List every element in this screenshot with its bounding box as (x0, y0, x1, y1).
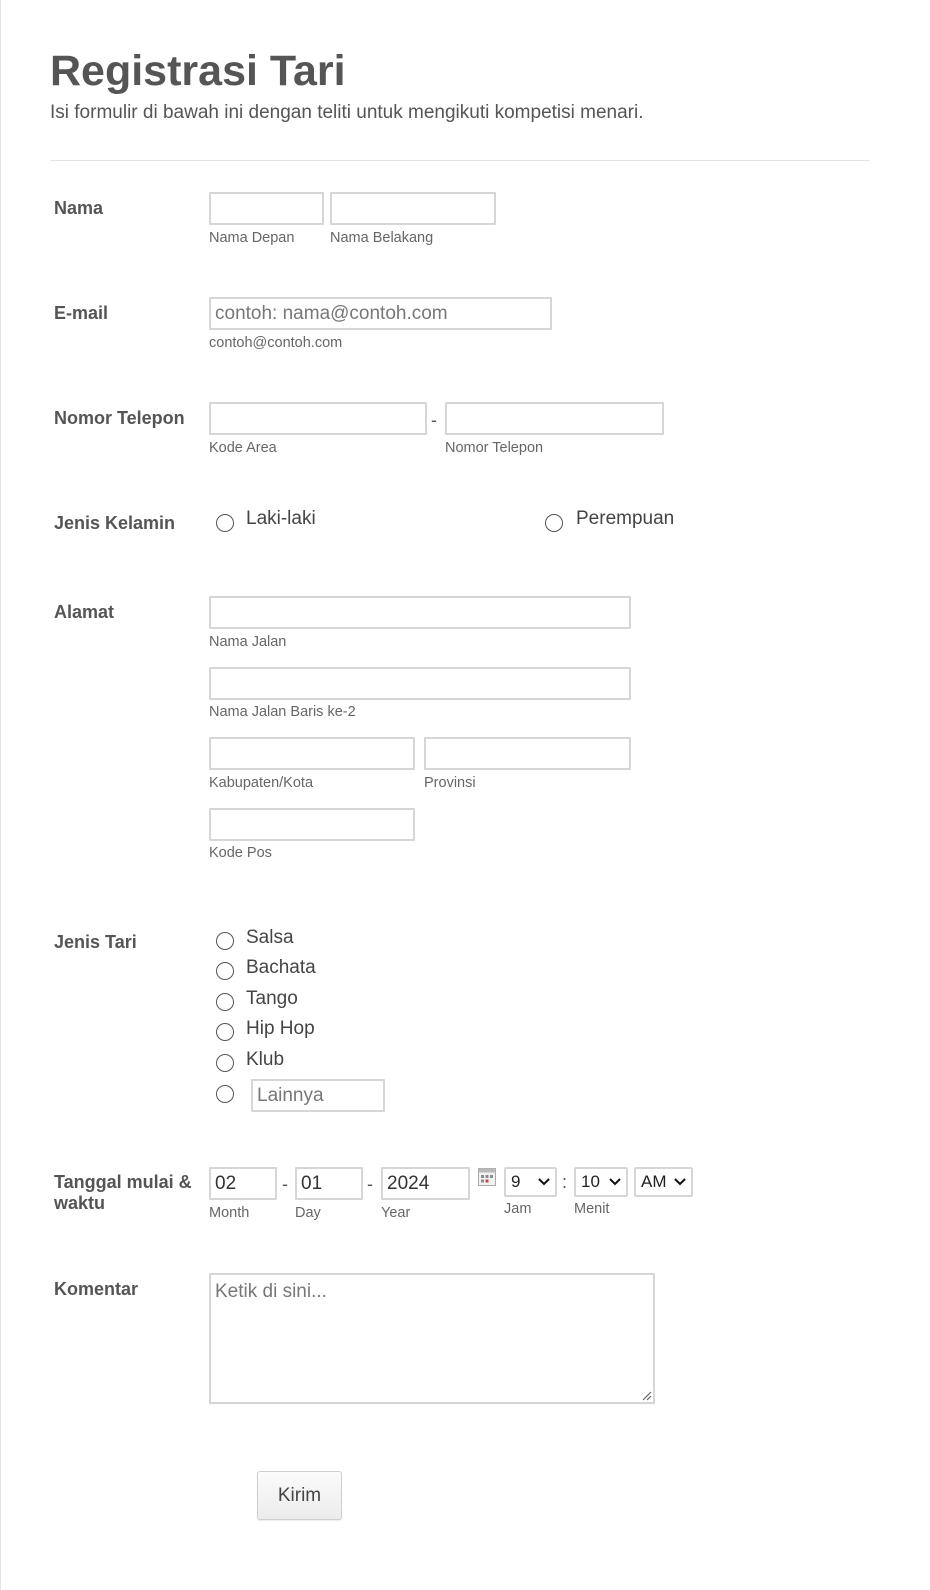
date-separator-1: - (282, 1174, 288, 1194)
first-name-input[interactable] (209, 192, 324, 225)
day-input[interactable] (295, 1167, 363, 1200)
submit-button[interactable]: Kirim (257, 1471, 342, 1520)
datetime-label: Tanggal mulai & waktu (54, 1172, 192, 1213)
radio-female-icon[interactable] (545, 514, 563, 532)
day-sublabel: Day (295, 1205, 321, 1221)
calendar-icon[interactable] (478, 1168, 496, 1186)
gender-option-female[interactable]: Perempuan (576, 508, 675, 529)
name-label: Nama (54, 198, 104, 218)
postal-code-input[interactable] (209, 808, 415, 841)
time-separator: : (562, 1172, 568, 1192)
radio-klub-icon[interactable] (216, 1054, 234, 1072)
last-name-input[interactable] (330, 192, 496, 225)
dance-option-tango[interactable]: Tango (246, 988, 298, 1009)
street2-input[interactable] (209, 667, 631, 700)
dance-label: Jenis Tari (54, 932, 137, 952)
email-label: E-mail (54, 303, 109, 323)
address-label: Alamat (54, 602, 115, 622)
gender-label: Jenis Kelamin (54, 513, 176, 533)
postal-code-sublabel: Kode Pos (209, 845, 272, 861)
radio-salsa-icon[interactable] (216, 932, 234, 950)
hour-sublabel: Jam (504, 1201, 532, 1217)
first-name-sublabel: Nama Depan (209, 230, 295, 246)
hour-select[interactable] (504, 1167, 557, 1197)
hour-value: 9 (511, 1172, 521, 1191)
city-input[interactable] (209, 737, 415, 770)
chevron-down-icon (609, 1178, 621, 1186)
year-sublabel: Year (381, 1205, 411, 1221)
comment-textarea[interactable] (209, 1273, 655, 1404)
chevron-down-icon (538, 1178, 550, 1186)
dance-option-salsa[interactable]: Salsa (246, 927, 294, 948)
ampm-select[interactable] (634, 1167, 693, 1197)
dance-option-hiphop[interactable]: Hip Hop (246, 1018, 315, 1039)
gender-option-male[interactable]: Laki-laki (246, 508, 316, 529)
comment-label: Komentar (54, 1279, 139, 1299)
phone-number-sublabel: Nomor Telepon (445, 440, 544, 456)
radio-hiphop-icon[interactable] (216, 1023, 234, 1041)
month-sublabel: Month (209, 1205, 250, 1221)
area-code-input[interactable] (209, 402, 427, 435)
email-input[interactable] (209, 297, 552, 330)
street2-sublabel: Nama Jalan Baris ke-2 (209, 704, 356, 720)
minute-value: 10 (581, 1172, 600, 1191)
dance-option-klub[interactable]: Klub (246, 1049, 285, 1070)
dance-other-input[interactable] (251, 1079, 385, 1112)
email-sublabel: contoh@contoh.com (209, 335, 343, 351)
city-sublabel: Kabupaten/Kota (209, 775, 314, 791)
province-input[interactable] (424, 737, 631, 770)
page-border (0, 0, 1, 1590)
resize-grip-icon[interactable] (642, 1391, 652, 1401)
radio-tango-icon[interactable] (216, 993, 234, 1011)
ampm-value: AM (641, 1172, 667, 1191)
month-input[interactable] (209, 1167, 277, 1200)
header-divider (50, 160, 870, 161)
minute-select[interactable] (574, 1167, 628, 1197)
phone-number-input[interactable] (445, 402, 664, 435)
chevron-down-icon (674, 1178, 686, 1186)
dance-option-bachata[interactable]: Bachata (246, 957, 316, 978)
minute-sublabel: Menit (574, 1201, 610, 1217)
page-subtitle: Isi formulir di bawah ini dengan teliti untuk mengikuti kompetisi menari. (50, 102, 644, 123)
radio-bachata-icon[interactable] (216, 962, 234, 980)
date-separator-2: - (367, 1174, 373, 1194)
phone-separator: - (431, 410, 437, 430)
area-code-sublabel: Kode Area (209, 440, 277, 456)
radio-male-icon[interactable] (216, 514, 234, 532)
last-name-sublabel: Nama Belakang (330, 230, 434, 246)
page-title: Registrasi Tari (50, 47, 346, 95)
phone-label: Nomor Telepon (54, 408, 185, 428)
province-sublabel: Provinsi (424, 775, 476, 791)
street-input[interactable] (209, 596, 631, 629)
street-sublabel: Nama Jalan (209, 634, 287, 650)
year-input[interactable] (381, 1167, 470, 1200)
radio-other-icon[interactable] (216, 1085, 234, 1103)
